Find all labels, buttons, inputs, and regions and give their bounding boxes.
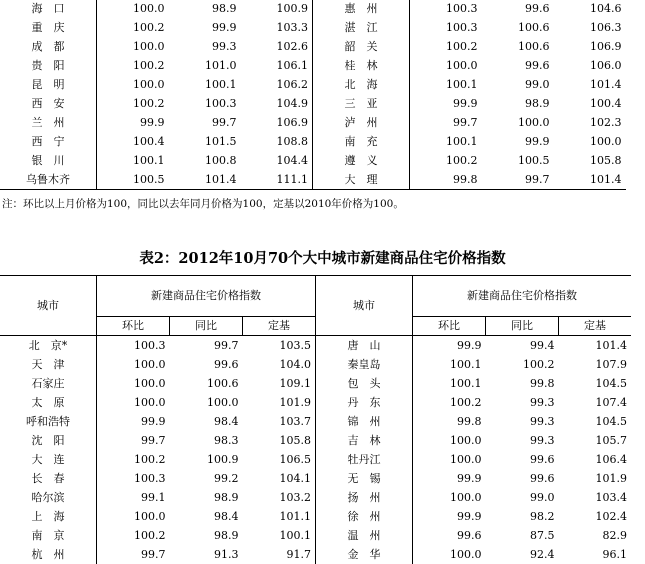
index-yoy: 99.8: [530, 377, 555, 390]
index-yoy: 98.4: [214, 510, 239, 523]
index-base: 103.7: [243, 412, 316, 431]
index-base: 106.1: [241, 56, 313, 75]
index-yoy: 99.6: [525, 2, 550, 15]
city-name: 包 头: [316, 374, 413, 393]
city-name: 沈 阳: [0, 431, 97, 450]
city-name: 西 安: [0, 94, 97, 113]
index-base: 106.3: [590, 21, 622, 34]
index-yoy: 98.9: [214, 491, 239, 504]
table-row: [0, 37, 626, 56]
index-base: 100.4: [590, 97, 622, 110]
index-mom: 100.0: [450, 453, 482, 466]
index-mom: 99.6: [457, 529, 482, 542]
table2-title: 表2：2012年10月70个大中城市新建商品住宅价格指数: [139, 250, 506, 267]
city-name: 泸 州: [313, 113, 410, 132]
city-name: 长 春: [0, 469, 97, 488]
index-mom: 99.9: [453, 97, 478, 110]
index-base: 109.1: [243, 374, 316, 393]
index-yoy: 91.3: [214, 548, 239, 561]
subheader-base-right: 定基: [559, 317, 632, 336]
index-mom: 100.1: [446, 135, 478, 148]
index-mom: 100.0: [450, 548, 482, 561]
subheader-yoy-right: 同比: [486, 317, 559, 336]
index-mom: 100.0: [134, 358, 166, 371]
index-base: 96.1: [602, 548, 627, 561]
index-yoy: 99.0: [530, 491, 555, 504]
index-base: 102.4: [595, 510, 627, 523]
index-mom: 99.7: [141, 548, 166, 561]
index-base: 104.5: [595, 415, 627, 428]
city-name: 丹 东: [316, 393, 413, 412]
index-base: 101.1: [243, 507, 316, 526]
city-name: 无 锡: [316, 469, 413, 488]
index-base: 105.8: [590, 154, 622, 167]
index-yoy: 99.3: [212, 40, 237, 53]
city-name: 大 理: [313, 170, 410, 190]
table-row: [0, 151, 626, 170]
index-mom: 100.0: [133, 40, 165, 53]
index-base: 91.7: [243, 545, 316, 564]
index-yoy: 101.0: [205, 59, 237, 72]
city-name: 重 庆: [0, 18, 97, 37]
index-yoy: 98.9: [212, 2, 237, 15]
index-yoy: 100.2: [523, 358, 555, 371]
index-yoy: 100.6: [518, 21, 550, 34]
subheader-base-left: 定基: [243, 317, 316, 336]
city-name: 牡丹江: [316, 450, 413, 469]
index-base: 106.5: [243, 450, 316, 469]
index-yoy: 99.9: [212, 21, 237, 34]
index-mom: 100.5: [97, 170, 169, 190]
index-yoy: 98.9: [525, 97, 550, 110]
index-mom: 99.9: [457, 510, 482, 523]
index-yoy: 99.3: [530, 415, 555, 428]
index-yoy: 100.0: [207, 396, 239, 409]
city-name: 韶 关: [313, 37, 410, 56]
index-base: 106.9: [590, 40, 622, 53]
city-name: 秦皇岛: [316, 355, 413, 374]
index-mom: 100.0: [450, 434, 482, 447]
index-mom: 100.2: [134, 529, 166, 542]
index-mom: 100.3: [446, 21, 478, 34]
table-row: [0, 507, 631, 526]
index-base: 100.9: [241, 0, 313, 18]
index-yoy: 100.9: [207, 453, 239, 466]
table-row: [0, 469, 631, 488]
index-base: 103.3: [241, 18, 313, 37]
city-name: 吉 林: [316, 431, 413, 450]
index-mom: 100.2: [446, 154, 478, 167]
table2-new-housing-price-index: [0, 275, 631, 564]
index-yoy: 99.0: [525, 78, 550, 91]
index-yoy: 99.2: [214, 472, 239, 485]
index-base: 101.4: [595, 339, 627, 352]
city-name: 三 亚: [313, 94, 410, 113]
city-name: 惠 州: [313, 0, 410, 18]
index-mom: 100.2: [133, 59, 165, 72]
city-name: 徐 州: [316, 507, 413, 526]
index-base: 107.9: [595, 358, 627, 371]
table-row: [0, 113, 626, 132]
index-yoy: 99.6: [530, 472, 555, 485]
city-name: 太 原: [0, 393, 97, 412]
table-row: [0, 393, 631, 412]
index-yoy: 98.9: [214, 529, 239, 542]
city-name: 金 华: [316, 545, 413, 564]
city-name: 昆 明: [0, 75, 97, 94]
index-mom: 100.1: [450, 358, 482, 371]
index-yoy: 100.8: [205, 154, 237, 167]
table-row: [0, 0, 626, 18]
table-row: [0, 526, 631, 545]
index-base: 100.1: [243, 526, 316, 545]
index-mom: 100.1: [133, 154, 165, 167]
group-header-right: 新建商品住宅价格指数: [413, 276, 632, 317]
table-row: [0, 18, 626, 37]
index-mom: 100.0: [134, 510, 166, 523]
city-name: 石家庄: [0, 374, 97, 393]
city-name: 桂 林: [313, 56, 410, 75]
index-mom: 100.0: [134, 377, 166, 390]
index-base: 100.0: [590, 135, 622, 148]
index-mom: 99.8: [410, 170, 482, 190]
index-base: 106.0: [590, 59, 622, 72]
index-yoy: 99.9: [525, 135, 550, 148]
index-yoy: 87.5: [530, 529, 555, 542]
subheader-yoy-left: 同比: [170, 317, 243, 336]
subheader-mom-left: 环比: [97, 317, 170, 336]
index-mom: 100.2: [133, 97, 165, 110]
index-base: 104.9: [241, 94, 313, 113]
index-base: 106.9: [241, 113, 313, 132]
city-name: 银 川: [0, 151, 97, 170]
index-mom: 100.1: [450, 377, 482, 390]
index-mom: 100.2: [133, 21, 165, 34]
city-name: 大 连: [0, 450, 97, 469]
index-mom: 99.9: [141, 415, 166, 428]
index-yoy: 99.3: [530, 396, 555, 409]
table-row: [0, 488, 631, 507]
table-row: [0, 355, 631, 374]
index-mom: 100.3: [134, 472, 166, 485]
index-base: 101.9: [243, 393, 316, 412]
table-row: [0, 336, 631, 356]
index-yoy: 99.4: [530, 339, 555, 352]
index-yoy: 100.3: [205, 97, 237, 110]
index-yoy: 99.6: [525, 59, 550, 72]
index-base: 104.5: [595, 377, 627, 390]
index-yoy: 99.6: [530, 453, 555, 466]
index-yoy: 92.4: [530, 548, 555, 561]
city-name: 北 海: [313, 75, 410, 94]
index-base: 101.4: [554, 170, 626, 190]
index-base: 111.1: [241, 170, 313, 190]
index-base: 101.9: [595, 472, 627, 485]
table-row: [0, 170, 626, 190]
index-base: 102.3: [590, 116, 622, 129]
city-header-right: 城市: [316, 276, 413, 336]
index-yoy: 100.6: [518, 40, 550, 53]
index-mom: 100.3: [134, 339, 166, 352]
index-mom: 100.1: [446, 78, 478, 91]
city-name: 南 充: [313, 132, 410, 151]
city-name: 温 州: [316, 526, 413, 545]
index-yoy: 99.6: [214, 358, 239, 371]
index-base: 103.5: [243, 336, 316, 356]
index-mom: 100.2: [450, 396, 482, 409]
table-row: [0, 75, 626, 94]
index-yoy: 98.2: [530, 510, 555, 523]
index-yoy: 98.4: [214, 415, 239, 428]
index-mom: 99.1: [141, 491, 166, 504]
city-name: 乌鲁木齐: [0, 170, 97, 190]
index-yoy: 98.3: [214, 434, 239, 447]
table-note: 注：环比以上月价格为100，同比以去年同月价格为100，定基以2010年价格为100。: [2, 198, 404, 210]
city-name: 遵 义: [313, 151, 410, 170]
index-base: 108.8: [241, 132, 313, 151]
index-base: 104.1: [243, 469, 316, 488]
index-mom: 99.8: [457, 415, 482, 428]
index-yoy: 100.1: [205, 78, 237, 91]
city-name: 天 津: [0, 355, 97, 374]
index-mom: 100.3: [446, 2, 478, 15]
index-yoy: 100.6: [207, 377, 239, 390]
index-mom: 100.2: [134, 453, 166, 466]
index-yoy: 99.3: [530, 434, 555, 447]
index-mom: 99.7: [141, 434, 166, 447]
table-row: [0, 545, 631, 564]
index-mom: 100.0: [133, 78, 165, 91]
index-yoy: 99.7: [212, 116, 237, 129]
table-row: [0, 374, 631, 393]
city-name: 贵 阳: [0, 56, 97, 75]
index-base: 104.6: [590, 2, 622, 15]
city-name: 呼和浩特: [0, 412, 97, 431]
group-header-left: 新建商品住宅价格指数: [97, 276, 316, 317]
city-name: 唐 山: [316, 336, 413, 356]
index-yoy: 101.4: [169, 170, 241, 190]
city-name: 成 都: [0, 37, 97, 56]
index-base: 105.8: [243, 431, 316, 450]
city-name: 海 口: [0, 0, 97, 18]
city-name: 湛 江: [313, 18, 410, 37]
index-base: 101.4: [590, 78, 622, 91]
table-row: [0, 94, 626, 113]
city-name: 上 海: [0, 507, 97, 526]
index-base: 103.4: [595, 491, 627, 504]
index-base: 104.0: [243, 355, 316, 374]
index-mom: 100.0: [133, 2, 165, 15]
index-yoy: 99.7: [214, 339, 239, 352]
table-row: [0, 431, 631, 450]
index-mom: 99.7: [453, 116, 478, 129]
index-base: 104.4: [241, 151, 313, 170]
index-base: 102.6: [241, 37, 313, 56]
city-name: 锦 州: [316, 412, 413, 431]
index-mom: 100.0: [446, 59, 478, 72]
city-name: 哈尔滨: [0, 488, 97, 507]
index-base: 106.2: [241, 75, 313, 94]
index-mom: 100.0: [134, 396, 166, 409]
city-header-left: 城市: [0, 276, 97, 336]
table-row: [0, 450, 631, 469]
table-row: [0, 56, 626, 75]
table-row: [0, 132, 626, 151]
city-name: 西 宁: [0, 132, 97, 151]
index-base: 103.2: [243, 488, 316, 507]
index-yoy: 100.5: [518, 154, 550, 167]
index-base: 82.9: [602, 529, 627, 542]
city-name: 杭 州: [0, 545, 97, 564]
index-mom: 100.2: [446, 40, 478, 53]
index-base: 105.7: [595, 434, 627, 447]
index-yoy: 99.7: [482, 170, 554, 190]
city-name: 南 京: [0, 526, 97, 545]
top-price-table: [0, 0, 626, 190]
index-mom: 99.9: [457, 472, 482, 485]
index-base: 106.4: [595, 453, 627, 466]
index-mom: 99.9: [457, 339, 482, 352]
index-mom: 100.4: [133, 135, 165, 148]
index-base: 107.4: [595, 396, 627, 409]
city-name: 北 京*: [0, 336, 97, 356]
index-yoy: 100.0: [518, 116, 550, 129]
city-name: 扬 州: [316, 488, 413, 507]
subheader-mom-right: 环比: [413, 317, 486, 336]
index-mom: 100.0: [450, 491, 482, 504]
city-name: 兰 州: [0, 113, 97, 132]
table-row: [0, 412, 631, 431]
index-yoy: 101.5: [205, 135, 237, 148]
index-mom: 99.9: [140, 116, 165, 129]
